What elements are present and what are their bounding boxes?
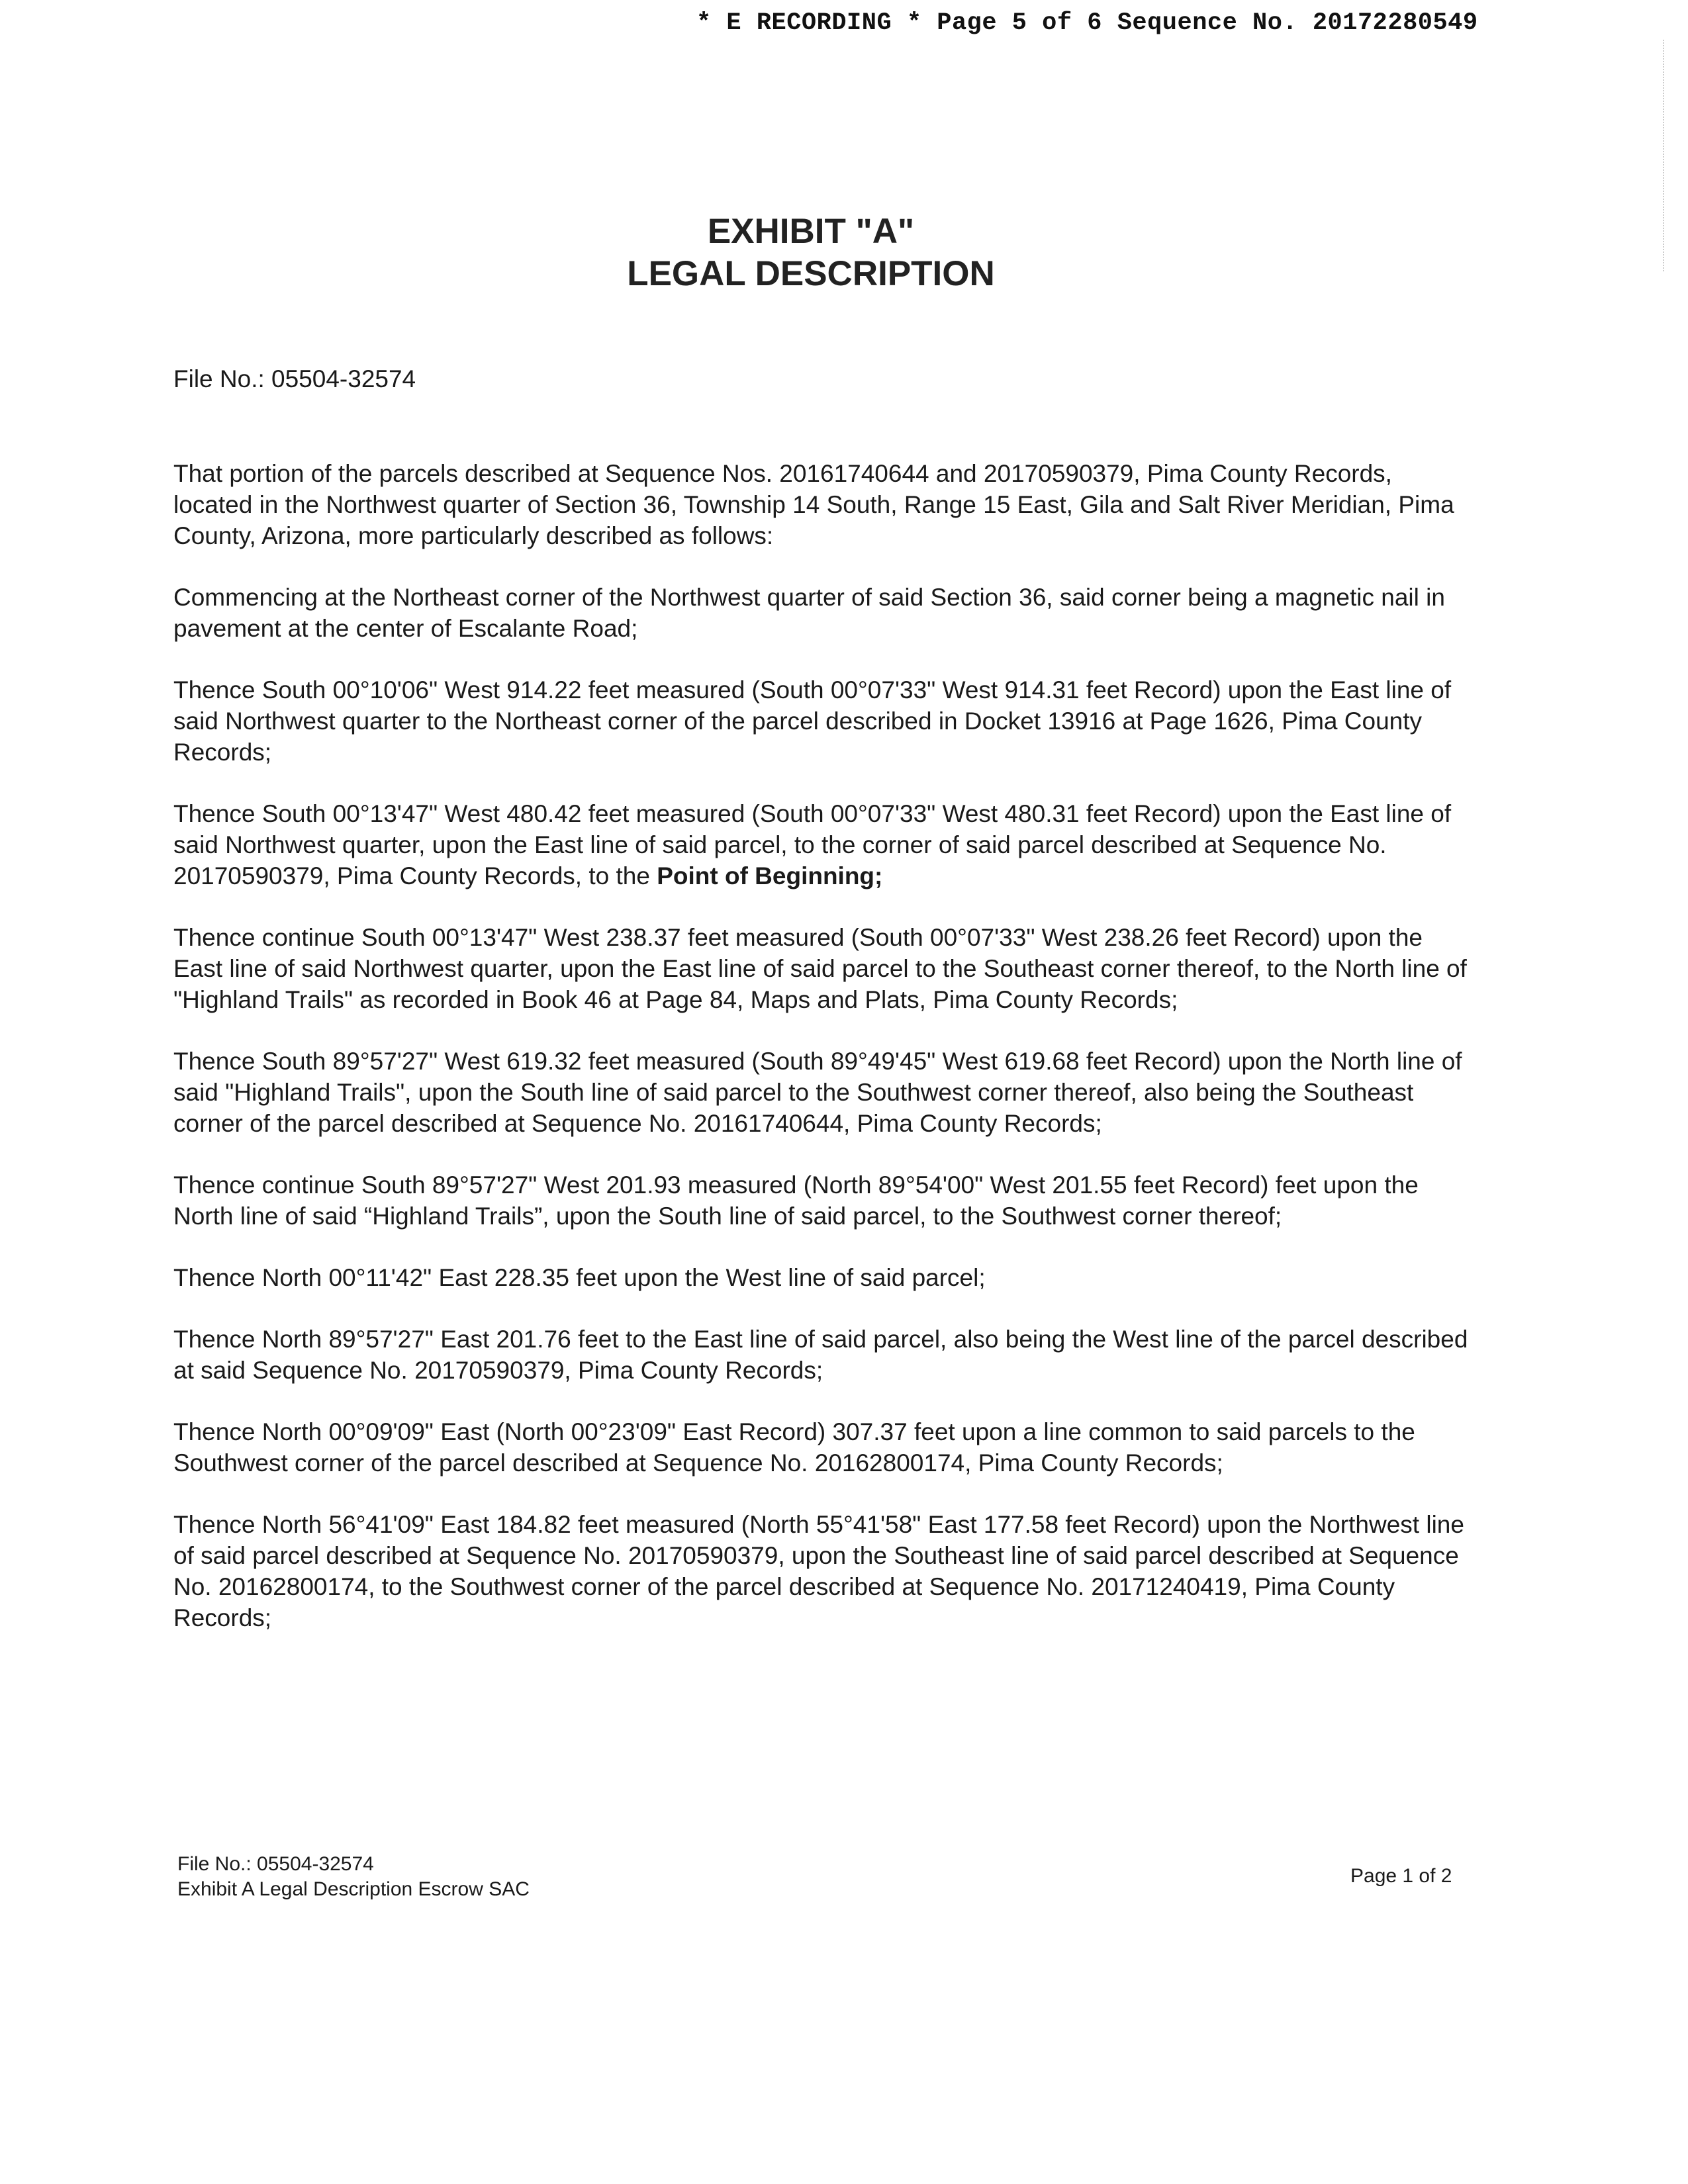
paragraph-intro: That portion of the parcels described at Sequence Nos. 20161740644 and 20170590379, Pima County Records, located in the Northwest quarter of Section 36, Township 14 South, Range 15 East, Gila and Salt River Meridian, Pima County, Arizona, more particularly described as follows: xyxy=(173,460,1454,549)
paragraph-course-4: Thence South 89°57'27" West 619.32 feet measured (South 89°49'45" West 619.68 feet Record) upon the North line of said "Highland Trails", upon the South line of said parcel to the Southwest corner thereof, also being the Southeast corner of the parcel described at Sequence No. 20161740644, Pima County Records; xyxy=(173,1048,1462,1137)
paragraph-course-2 xyxy=(173,798,1471,891)
paragraph-course-8: Thence North 00°09'09" East (North 00°23'09" East Record) 307.37 feet upon a line common to said parcels to the Southwest corner of the parcel described at Sequence No. 20162800174, Pima County Records; xyxy=(173,1418,1415,1477)
paragraph-course-9: Thence North 56°41'09" East 184.82 feet measured (North 55°41'58" East 177.58 feet Record) upon the Northwest line of said parcel described at Sequence No. 20170590379, upon the Southeast line of said parcel described at Sequence No. 20162800174, to the Southwest corner of the parcel described at Sequence No. 20171240419, Pima County Records; xyxy=(173,1511,1464,1631)
recording-header: * E RECORDING * Page 5 of 6 Sequence No. 20172280549 xyxy=(696,9,1478,37)
title-exhibit: EXHIBIT "A" xyxy=(707,212,915,251)
point-of-beginning: Point of Beginning; xyxy=(657,862,883,889)
paragraph-course-1: Thence South 00°10'06" West 914.22 feet measured (South 00°07'33" West 914.31 feet Record) upon the East line of said Northwest quarter to the Northeast corner of the parcel described in Docket 13916 at Page 1626, Pima County Records; xyxy=(173,676,1452,766)
paragraph-course-3: Thence continue South 00°13'47" West 238.37 feet measured (South 00°07'33" West 238.26 feet Record) upon the East line of said Northwest quarter, upon the East line of said parcel to the Southeast corner thereof, to the North line of "Highland Trails" as recorded in Book 46 at Page 84, Maps and Plats, Pima County Records; xyxy=(173,924,1467,1013)
paragraph-course-2-text: Thence South 00°13'47" West 480.42 feet measured (South 00°07'33" West 480.31 feet Record) upon the East line of said Northwest quarter, upon the East line of said parcel, to the corner of said parcel described at Sequence No. 20170590379, Pima County Records, to the xyxy=(173,800,1452,889)
page-number: Page 1 of 2 xyxy=(1350,1865,1452,1887)
paragraph-course-7: Thence North 89°57'27" East 201.76 feet to the East line of said parcel, also being the West line of the parcel described at said Sequence No. 20170590379, Pima County Records; xyxy=(173,1326,1468,1384)
scan-artifact xyxy=(1663,40,1665,271)
legal-description-body xyxy=(173,458,1471,1664)
paragraph-commencing: Commencing at the Northeast corner of the Northwest quarter of said Section 36, said corner being a magnetic nail in pavement at the center of Escalante Road; xyxy=(173,584,1445,642)
paragraph-course-5: Thence continue South 89°57'27" West 201.93 measured (North 89°54'00" West 201.55 feet Record) feet upon the North line of said “Highland Trails”, upon the South line of said parcel, to the Southwest corner thereof; xyxy=(173,1171,1419,1230)
file-number: File No.: 05504-32574 xyxy=(173,365,416,392)
paragraph-course-6: Thence North 00°11'42" East 228.35 feet upon the West line of said parcel; xyxy=(173,1264,986,1291)
document-title xyxy=(0,210,1622,295)
title-legal-description: LEGAL DESCRIPTION xyxy=(627,254,995,293)
footer-info xyxy=(177,1852,530,1902)
footer-description: Exhibit A Legal Description Escrow SAC xyxy=(177,1878,530,1900)
footer-file-number: File No.: 05504-32574 xyxy=(177,1853,374,1875)
